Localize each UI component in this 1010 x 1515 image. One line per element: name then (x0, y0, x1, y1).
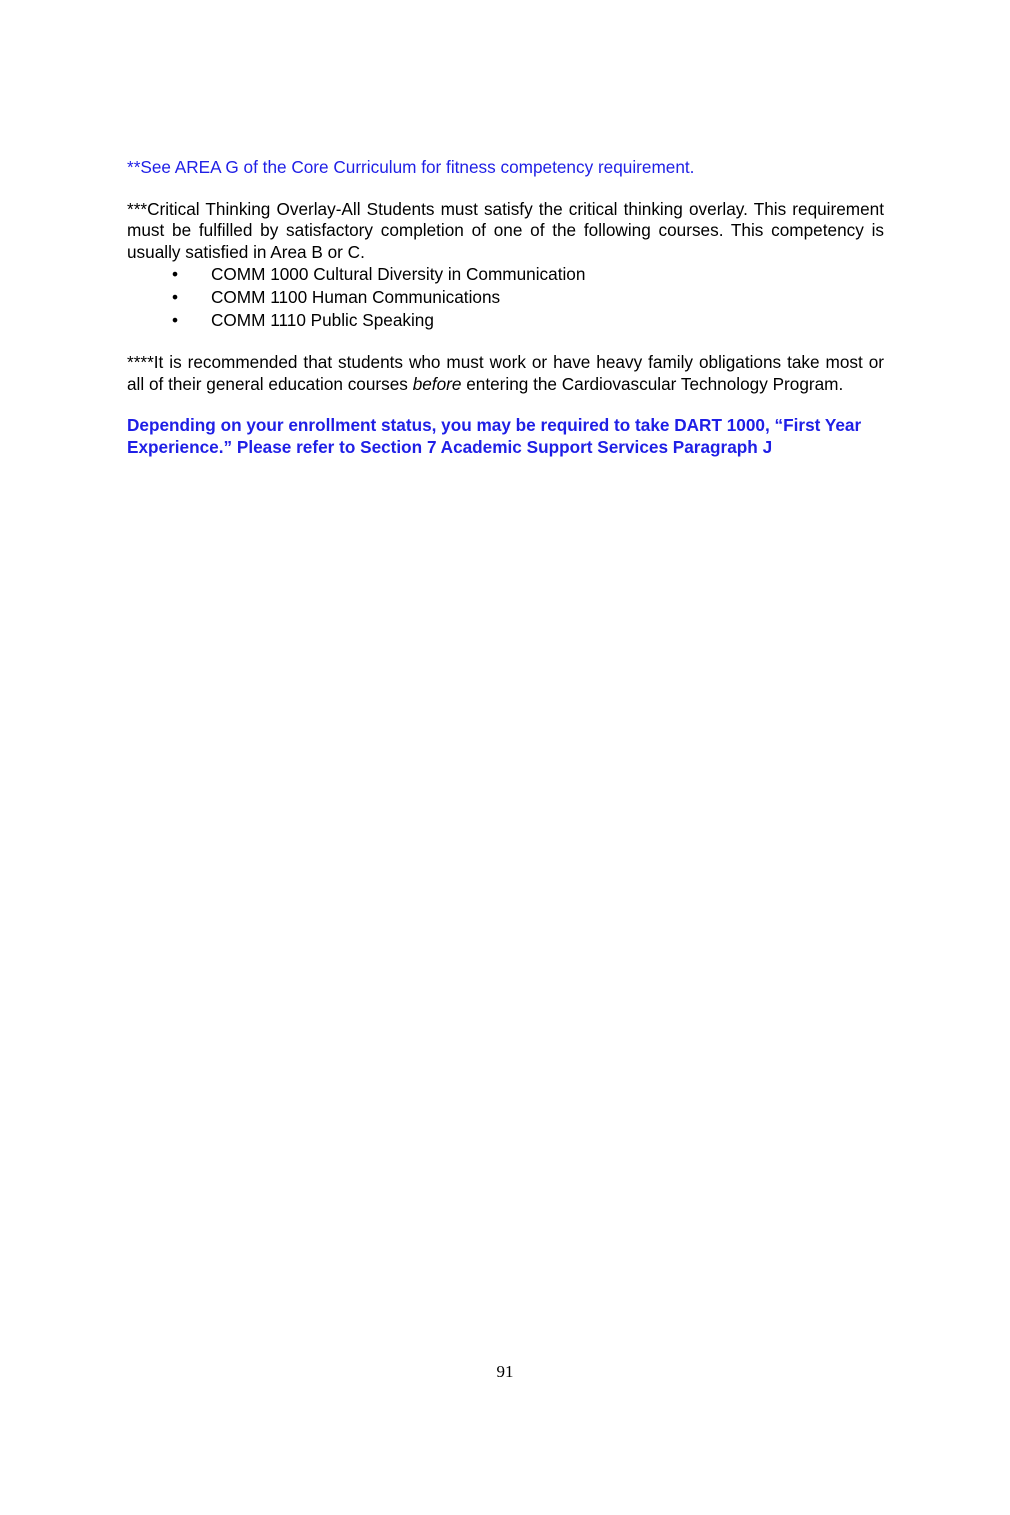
dart-requirement-note: Depending on your enrollment status, you may be required to take DART 1000, “First Year Experience.” Please refer to Section 7 Academic Support Services Paragraph J (127, 415, 862, 457)
course-list (127, 263, 884, 332)
course-label: COMM 1100 Human Communications (211, 287, 501, 307)
recommendation-text-start: ****It is recommended that students who must work or have heavy family obligations take most or all of their general education courses (127, 352, 884, 394)
list-item (127, 263, 884, 286)
fitness-note: **See AREA G of the Core Curriculum for fitness competency requirement. (127, 157, 695, 177)
recommendation-text-end: entering the Cardiovascular Technology Program. (461, 373, 844, 394)
page-number: 91 (496, 1362, 514, 1381)
bullet-icon: • (172, 287, 179, 307)
recommendation-note (127, 352, 884, 395)
bullet-icon: • (172, 310, 179, 330)
page-content (127, 157, 884, 458)
recommendation-emphasis: before (412, 373, 462, 394)
critical-thinking-note: ***Critical Thinking Overlay-All Students must satisfy the critical thinking overlay. This requirement must be fulfilled by satisfactory completion of one of the following courses. This competency is usually satisfied in Area B or C. (127, 198, 884, 262)
list-item (127, 309, 884, 332)
list-item (127, 286, 884, 309)
course-label: COMM 1110 Public Speaking (211, 310, 434, 330)
course-label: COMM 1000 Cultural Diversity in Communication (211, 264, 586, 284)
bullet-icon: • (172, 264, 179, 284)
